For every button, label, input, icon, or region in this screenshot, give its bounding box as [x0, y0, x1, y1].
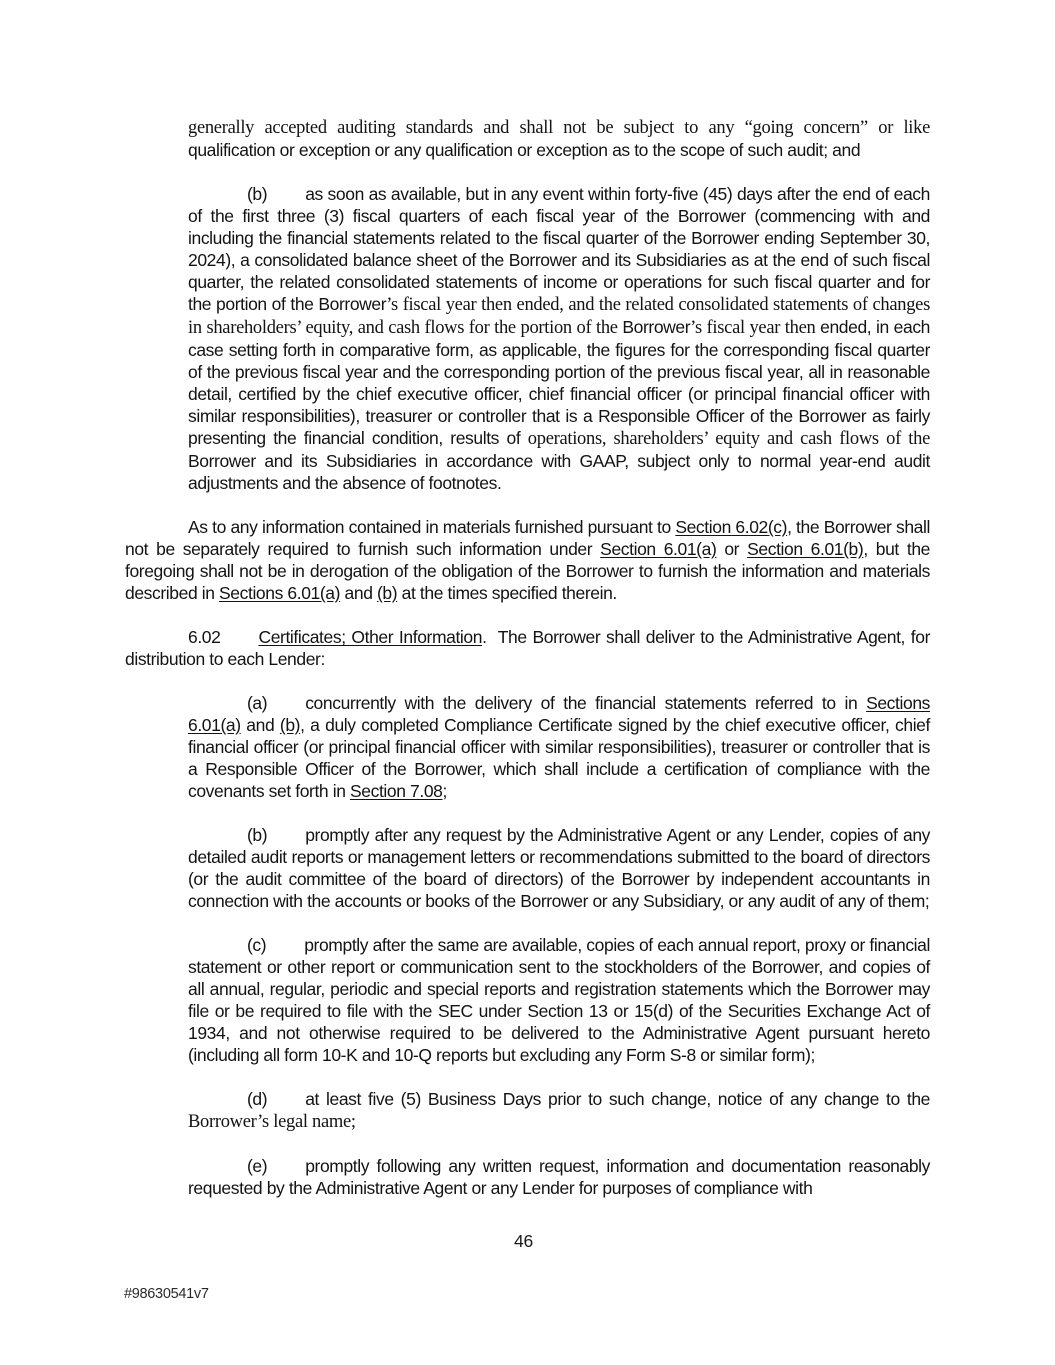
paragraph-label: (a) — [247, 693, 268, 713]
text-run: 6.02 — [188, 627, 221, 647]
section-ref: Section 7.08 — [350, 781, 443, 801]
text-run: ended, in each case setting forth in comparative form, as applicable, the figures for the corresponding fiscal quarter of the previous fiscal year and the corresponding portion of the previous fiscal year, all in reasonable detail, certified by the chief executive officer, chief financial officer (or principal financial officer with similar responsibilities), treasurer or controller that is a Responsible Officer of the Borrower as fairly presenting the financial condition, results of — [188, 317, 931, 448]
paragraph-label: (b) — [247, 184, 268, 204]
para-6-02-heading — [125, 626, 930, 670]
paragraph-label: (e) — [247, 1156, 268, 1176]
text-run: Borrower’s legal name; — [188, 1112, 356, 1132]
text-run: As to any information contained in materials furnished pursuant to — [188, 517, 676, 537]
text-run: Borrower — [622, 317, 691, 337]
text-run: . The Borrower shall deliver to the Administrative Agent, for distribution to each Lender: — [125, 627, 930, 669]
section-ref: Sections 6.01(a) — [219, 583, 341, 603]
section-ref: Section 6.01(b) — [747, 539, 864, 559]
text-run: ’s fiscal year then ended, and the related consolidated statements of changes in shareholders’ equity, and cash flows for the portion of the — [188, 295, 930, 338]
text-run: ; — [442, 781, 447, 801]
paragraph-label: (b) — [247, 825, 268, 845]
para-6-02-a-compliance-certificate — [188, 692, 930, 802]
document-body — [125, 116, 930, 1221]
text-run: and — [340, 583, 377, 603]
text-run: qualification or exception or any qualification or exception as to the scope of such audit; and — [188, 140, 861, 160]
text-run: concurrently with the delivery of the financial statements referred to in — [305, 693, 867, 713]
section-ref: Section 6.02(c) — [675, 517, 788, 537]
section-ref: (b) — [279, 715, 301, 735]
text-run: Certificates; Other Information — [258, 627, 483, 647]
text-run: , but the foregoing shall not be in derogation of the obligation of the Borrower to furnish the information and materials described in — [125, 539, 930, 603]
text-run: promptly after the same are available, copies of each annual report, proxy or financial statement or other report or communication sent to the stockholders of the Borrower, and copies of all annual, regular, periodic and special reports and registration statements which the Borrower may file or be required to file with the SEC under Section 13 or 15(d) of the Securities Exchange Act of 1934, and not otherwise required to be delivered to the Administrative Agent pursuant hereto (including all form 10-K and 10-Q reports but excluding any Form S-8 or similar form); — [188, 935, 930, 1065]
document-id-stamp: #98630541v7 — [124, 1286, 209, 1302]
para-6-02-b-audit-reports — [188, 824, 930, 912]
text-run: at least five (5) Business Days prior to such change, notice of any change to the — [305, 1089, 930, 1109]
para-audit-qualification — [188, 116, 930, 161]
paragraph-label: (d) — [247, 1089, 268, 1109]
text-run: Borrower and its Subsidiaries in accordance with GAAP, subject only to normal year-end audit adjustments and the absence of footnotes. — [188, 451, 930, 493]
para-information-derogation — [125, 516, 930, 604]
para-6-02-c-sec-reports — [188, 934, 930, 1066]
para-6-01-b-quarterly-statements — [188, 183, 930, 494]
para-6-02-d-name-change — [188, 1088, 930, 1133]
text-run: or — [716, 539, 748, 559]
text-run: , the Borrower shall not be separately required to furnish such information under — [125, 517, 930, 559]
text-run: , a duly completed Compliance Certificate signed by the chief executive officer, chief financial officer (or principal financial officer with similar responsibilities), treasurer or controller that is a Responsible Officer of the Borrower, which shall include a certification of compliance with the covenants set forth in — [188, 715, 930, 801]
text-run: generally accepted auditing standards and shall not be subject to any “going concern” or like — [188, 118, 930, 138]
section-ref: Section 6.01(a) — [600, 539, 717, 559]
text-run: promptly following any written request, information and documentation reasonably requested by the Administrative Agent or any Lender for purposes of compliance with — [188, 1156, 930, 1198]
page-number: 46 — [513, 1231, 534, 1251]
section-ref: Sections 6.01(a) — [188, 693, 930, 735]
paragraph-label: (c) — [247, 935, 267, 955]
text-run: ’s fiscal year then — [690, 318, 821, 338]
text-run: operations, shareholders’ equity and cash flows of the — [527, 429, 931, 449]
para-6-02-e-kyc-info — [188, 1155, 930, 1199]
text-run: and — [240, 715, 280, 735]
text-run: as soon as available, but in any event within forty-five (45) days after the end of each of the first three (3) fiscal quarters of each fiscal year of the Borrower (commencing with and including the financial statements related to the fiscal quarter of the Borrower ending September 30, 2024), a consolidated balance sheet of the Borrower and its Subsidiaries as at the end of such fiscal quarter, the related consolidated statements of income or operations for such fiscal quarter and for the portion of the Borrower — [188, 184, 930, 314]
text-run: at the times specified therein. — [397, 583, 617, 603]
section-ref: (b) — [377, 583, 398, 603]
text-run: promptly after any request by the Administrative Agent or any Lender, copies of any detailed audit reports or management letters or recommendations submitted to the board of directors (or the audit committee of the board of directors) of the Borrower by independent accountants in connection with the accounts or books of the Borrower or any Subsidiary, or any audit of any of them; — [188, 825, 930, 911]
